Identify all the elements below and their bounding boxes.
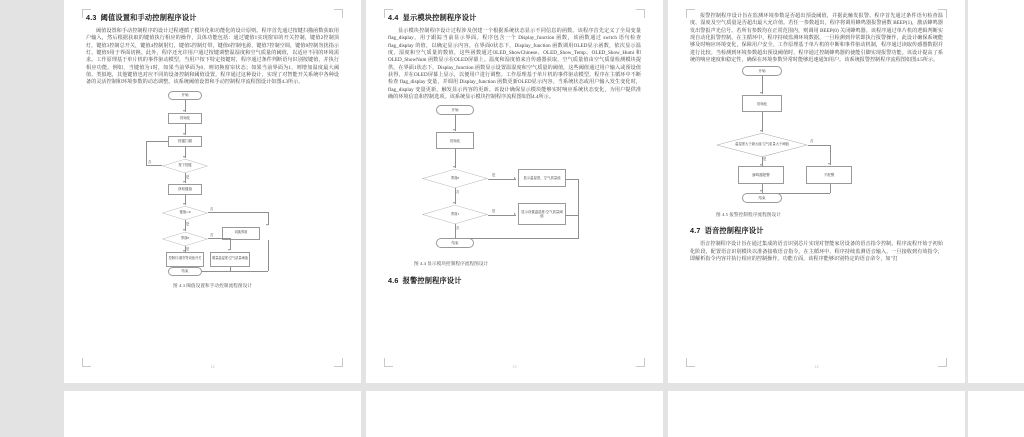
flow-edge bbox=[268, 240, 269, 271]
flow-arrow bbox=[266, 224, 268, 226]
flow-edge-label-no: 否 bbox=[456, 226, 460, 231]
flow-edge bbox=[488, 215, 516, 216]
flow-edge bbox=[208, 238, 230, 239]
flow-arrow bbox=[760, 190, 762, 192]
flow-edge bbox=[146, 165, 162, 166]
flow-arrow bbox=[514, 177, 516, 179]
flow-edge-label-yes: 是 bbox=[492, 173, 496, 178]
paragraph: 阈值设置和手动控制程序的设计过程遵循了模块化和功能化的设计原则。程序首先通过按键扫描函数获取用户输入，然后根据获取的键值执行相应的操作，具体功能包括：通过键值1实现窗帘的开关控制，键值2控制顶灯，键值3控制总开关，键值4控制射灯，键值5控制灯带，键值6控制电源，键值7控制空调，键值8控制勿扰指示灯，键值9用于界面切换。此外，程序还允许用户通过按键调整温湿度和空气质量的阈值，以适应不同的环境需求。工作原理基于单片机的事件驱动模型，当用户按下特定按键时，程序通过条件判断语句识别按键值，并执行相应功能。例如，当键值为1时，如果当前界面为0，则切换窗帘状态；如果当前界面为1，则增加温度最大阈值。类似地，其他键值也对应不同的设备控制和阈值设置。程序通过这种设计，实现了对智能开关系统中各种设备的灵活控制和环境参数的动态调整。该系统阈值设置和手动控制程序流程图设计如图4.3所示。 bbox=[86, 28, 339, 86]
document-page-2[interactable] bbox=[366, 0, 663, 383]
flow-node-end: 结束 bbox=[436, 238, 474, 248]
flow-arrow bbox=[453, 166, 455, 168]
flow-node-end: 结束 bbox=[168, 267, 202, 276]
flow-node-key-scan: 按键扫描 bbox=[168, 136, 202, 147]
page-number: 13 bbox=[512, 364, 517, 369]
flow-node-get-key: 获取键值 bbox=[168, 184, 202, 195]
flow-arrow bbox=[228, 249, 230, 251]
section-number: 4.4 bbox=[388, 13, 399, 22]
flow-edge bbox=[578, 179, 579, 239]
section-title: 阈值设置和手动控制程序设计 bbox=[100, 13, 197, 22]
flow-node-label: 界面0 bbox=[180, 235, 190, 240]
flow-arrow bbox=[828, 163, 830, 165]
figure-caption-4-4: 图 4.4 显示模块控制程序流程图设计 bbox=[414, 261, 489, 267]
flow-edge bbox=[762, 112, 763, 132]
flow-node-label: 按下按键 bbox=[178, 162, 192, 167]
section-heading-4-3 bbox=[86, 13, 339, 23]
page-number: 12 bbox=[210, 364, 215, 369]
document-page-1[interactable] bbox=[64, 0, 361, 383]
flow-edge bbox=[488, 179, 516, 180]
flow-node-buzzer-alarm: 蜂鸣器报警 bbox=[738, 166, 784, 184]
section-title: 语音控制程序设计 bbox=[704, 226, 764, 236]
flow-edge bbox=[455, 238, 579, 239]
flow-node-switch-interface: 切换界面 bbox=[222, 227, 260, 240]
flow-arrow bbox=[183, 203, 185, 205]
flow-node-interface-0 bbox=[162, 232, 208, 246]
document-page-3[interactable] bbox=[668, 0, 965, 383]
page-number: 14 bbox=[814, 364, 819, 369]
section-title: 显示模块控制程序设计 bbox=[402, 13, 477, 22]
section-number: 4.6 bbox=[388, 276, 399, 286]
flowchart-4-5 bbox=[690, 66, 943, 206]
figure-caption-4-3: 图 4.3 阈值设置和手动控制流程图设计 bbox=[173, 282, 252, 288]
flow-node-init: 初始化 bbox=[742, 95, 782, 112]
flow-arrow bbox=[760, 130, 762, 132]
flow-node-init: 初始化 bbox=[168, 113, 202, 124]
flow-arrow bbox=[453, 202, 455, 204]
flow-edge bbox=[808, 145, 830, 146]
paragraph: 显示模块控制程序设计过程涉及创建一个根据系统状态显示不同信息的函数。该程序首先定义了全局变量 flag_display，用于跟踪当前显示界面。程序包含一个 Display_function 函数，该函数通过 switch 语句检查 flag_display 的值，以确定显示内容。在界面0状态下，Display_function 函数调用OLED显示函数，依次显示温度、湿度和空气质量的数值，这些函数通过OLED_ShowChinese、OLED_Show_Temp、OLED_Show_Humi 和 OLED_ShowNum 函数显示在OLED屏幕上。温度和湿度值来自传感器获取，空气质量值由空气质量检测模块提供。在界面1状态下，Display_function 函数显示设置温湿度和空气质量的阈值，这些阈值通过用户输入或预设值获得，并在OLED屏幕上显示，以便用户进行调整。工作原理基于单片机的事件驱动模型。程序在主循环中不断检查 flag_display 变量，并调用 Display_function 函数更新OLED显示内容。当系统状态或用户输入发生变化时，flag_display 变量更新，触发显示内容的更新。该设计确保显示模块能够实时响应系统状态变化，为用户提供准确的环境信息和控制选项。该系统显示模块控制程序流程图如图4.4所示。 bbox=[388, 28, 641, 101]
flow-edge-label-yes: 是 bbox=[186, 246, 190, 251]
paragraph: 语音控制程序设计旨在通过集成的语音识别芯片实现对智能家居设备的语音指令控制。程序流程开始于初始化阶段，配置语音识别模块以准备接收语音指令。在主循环中，程序持续监测语音输入，一旦接收到有效指令，即解析指令内容并执行相应的控制操作。功能方面，该程序能够识别特定的语音命令，如"打 bbox=[690, 241, 943, 263]
section-number: 4.7 bbox=[690, 226, 701, 236]
flow-edge-label-yes: 是 bbox=[763, 157, 767, 162]
flow-edge bbox=[566, 179, 578, 180]
flow-node-label: 界面1 bbox=[450, 211, 460, 216]
flow-node-start: 开始 bbox=[742, 66, 782, 76]
section-heading-4-7 bbox=[690, 226, 943, 236]
flow-edge-label-yes: 是 bbox=[492, 209, 496, 214]
flow-edge-label-no: 否 bbox=[456, 190, 460, 195]
section-heading-4-4 bbox=[388, 13, 641, 23]
flow-node-label: 界面0 bbox=[450, 175, 460, 180]
flow-node-end: 结束 bbox=[742, 193, 782, 203]
section-number: 4.3 bbox=[86, 13, 97, 22]
flow-arrow bbox=[183, 229, 185, 231]
flow-node-show-values: 显示温湿度、空气质量值 bbox=[518, 169, 566, 187]
flowchart-4-4 bbox=[388, 105, 641, 253]
flow-node-show-threshold: 显示设置温湿度/空气质量阈值 bbox=[518, 203, 566, 225]
flow-node-key-1-8 bbox=[162, 206, 208, 220]
flow-edge bbox=[146, 141, 168, 142]
flow-node-label: 温湿度大于最大值/空气质量大于阈值 bbox=[735, 142, 789, 147]
document-page-7-partial[interactable] bbox=[968, 391, 1024, 437]
flow-edge-label-yes: 是 bbox=[186, 221, 190, 226]
flow-arrow bbox=[183, 110, 185, 112]
flow-node-init: 初始化 bbox=[436, 132, 474, 149]
flow-node-start: 开始 bbox=[168, 91, 202, 100]
figure-caption-4-5: 图 4.5 报警控制程序流程图设计 bbox=[716, 212, 781, 218]
flow-node-interface-1 bbox=[422, 205, 488, 224]
flow-node-interface-0 bbox=[422, 169, 488, 188]
document-page-4[interactable] bbox=[64, 391, 361, 437]
flow-edge bbox=[146, 141, 147, 166]
flowchart-4-3 bbox=[86, 91, 339, 273]
flow-edge-label-no: 否 bbox=[810, 139, 814, 144]
flow-arrow bbox=[183, 133, 185, 135]
flow-arrow bbox=[760, 92, 762, 94]
section-title: 报警控制程序设计 bbox=[402, 276, 462, 286]
flow-node-no-alarm: 不报警 bbox=[806, 166, 852, 184]
flow-edge-label-no: 否 bbox=[148, 159, 152, 164]
flow-edge bbox=[208, 212, 268, 213]
section-heading-4-6 bbox=[388, 276, 641, 286]
document-page-4-partial[interactable] bbox=[968, 0, 1024, 383]
flow-node-start: 开始 bbox=[436, 105, 474, 115]
flow-edge-label-yes: 是 bbox=[186, 174, 190, 179]
document-page-6[interactable] bbox=[668, 391, 965, 437]
paragraph: 报警控制程序设计旨在监测环境参数是否超出预设阈值，并据此触发报警。程序首先通过条件语句检查温度、湿度及空气质量是否超出最大允许值。若任一参数超出，程序将调用蜂鸣器报警函数 BEEP(1)，激活蜂鸣器发出警报声光信号。若所有参数均在正常范围内，则调用 BEEP(0) 关闭蜂鸣器。该程序通过单片机的逻辑判断实现自动化报警控制。在主循环中，程序持续监测环境数据，一旦检测到异常即执行报警操作，此设计确保系统能够及时响应环境变化，保障用户安全。工作原理基于单片机的中断和事件驱动机制，程序通过读取传感器数据并进行比较。当检测到环境参数超出预设阈值时，程序通过控制蜂鸣器的使能引脚实现报警功能。该设计提高了系统的响应速度和稳定性，确保在环境参数异常时能够迅速通知用户。该系统报警控制程序流程图如图4.5所示。 bbox=[690, 13, 943, 64]
flow-node-adjust-threshold: 增量温湿度/空气质量阈值 bbox=[210, 252, 250, 267]
flow-arrow bbox=[453, 129, 455, 131]
document-page-5[interactable] bbox=[366, 391, 663, 437]
flow-edge-label-no: 否 bbox=[210, 206, 214, 211]
flow-node-label: 键值1-8 bbox=[179, 209, 191, 214]
flow-arrow bbox=[514, 213, 516, 215]
flow-edge bbox=[566, 215, 578, 216]
flow-arrow bbox=[183, 156, 185, 158]
flow-arrow bbox=[183, 181, 185, 183]
flow-edge bbox=[830, 145, 831, 165]
flow-edge-label-no: 否 bbox=[210, 232, 214, 237]
flow-node-control-devices: 控制灯/窗帘等设备开关 bbox=[166, 252, 204, 267]
flow-edge bbox=[830, 184, 831, 193]
flow-node-key-pressed bbox=[162, 159, 208, 173]
flow-node-threshold-check bbox=[716, 133, 808, 157]
